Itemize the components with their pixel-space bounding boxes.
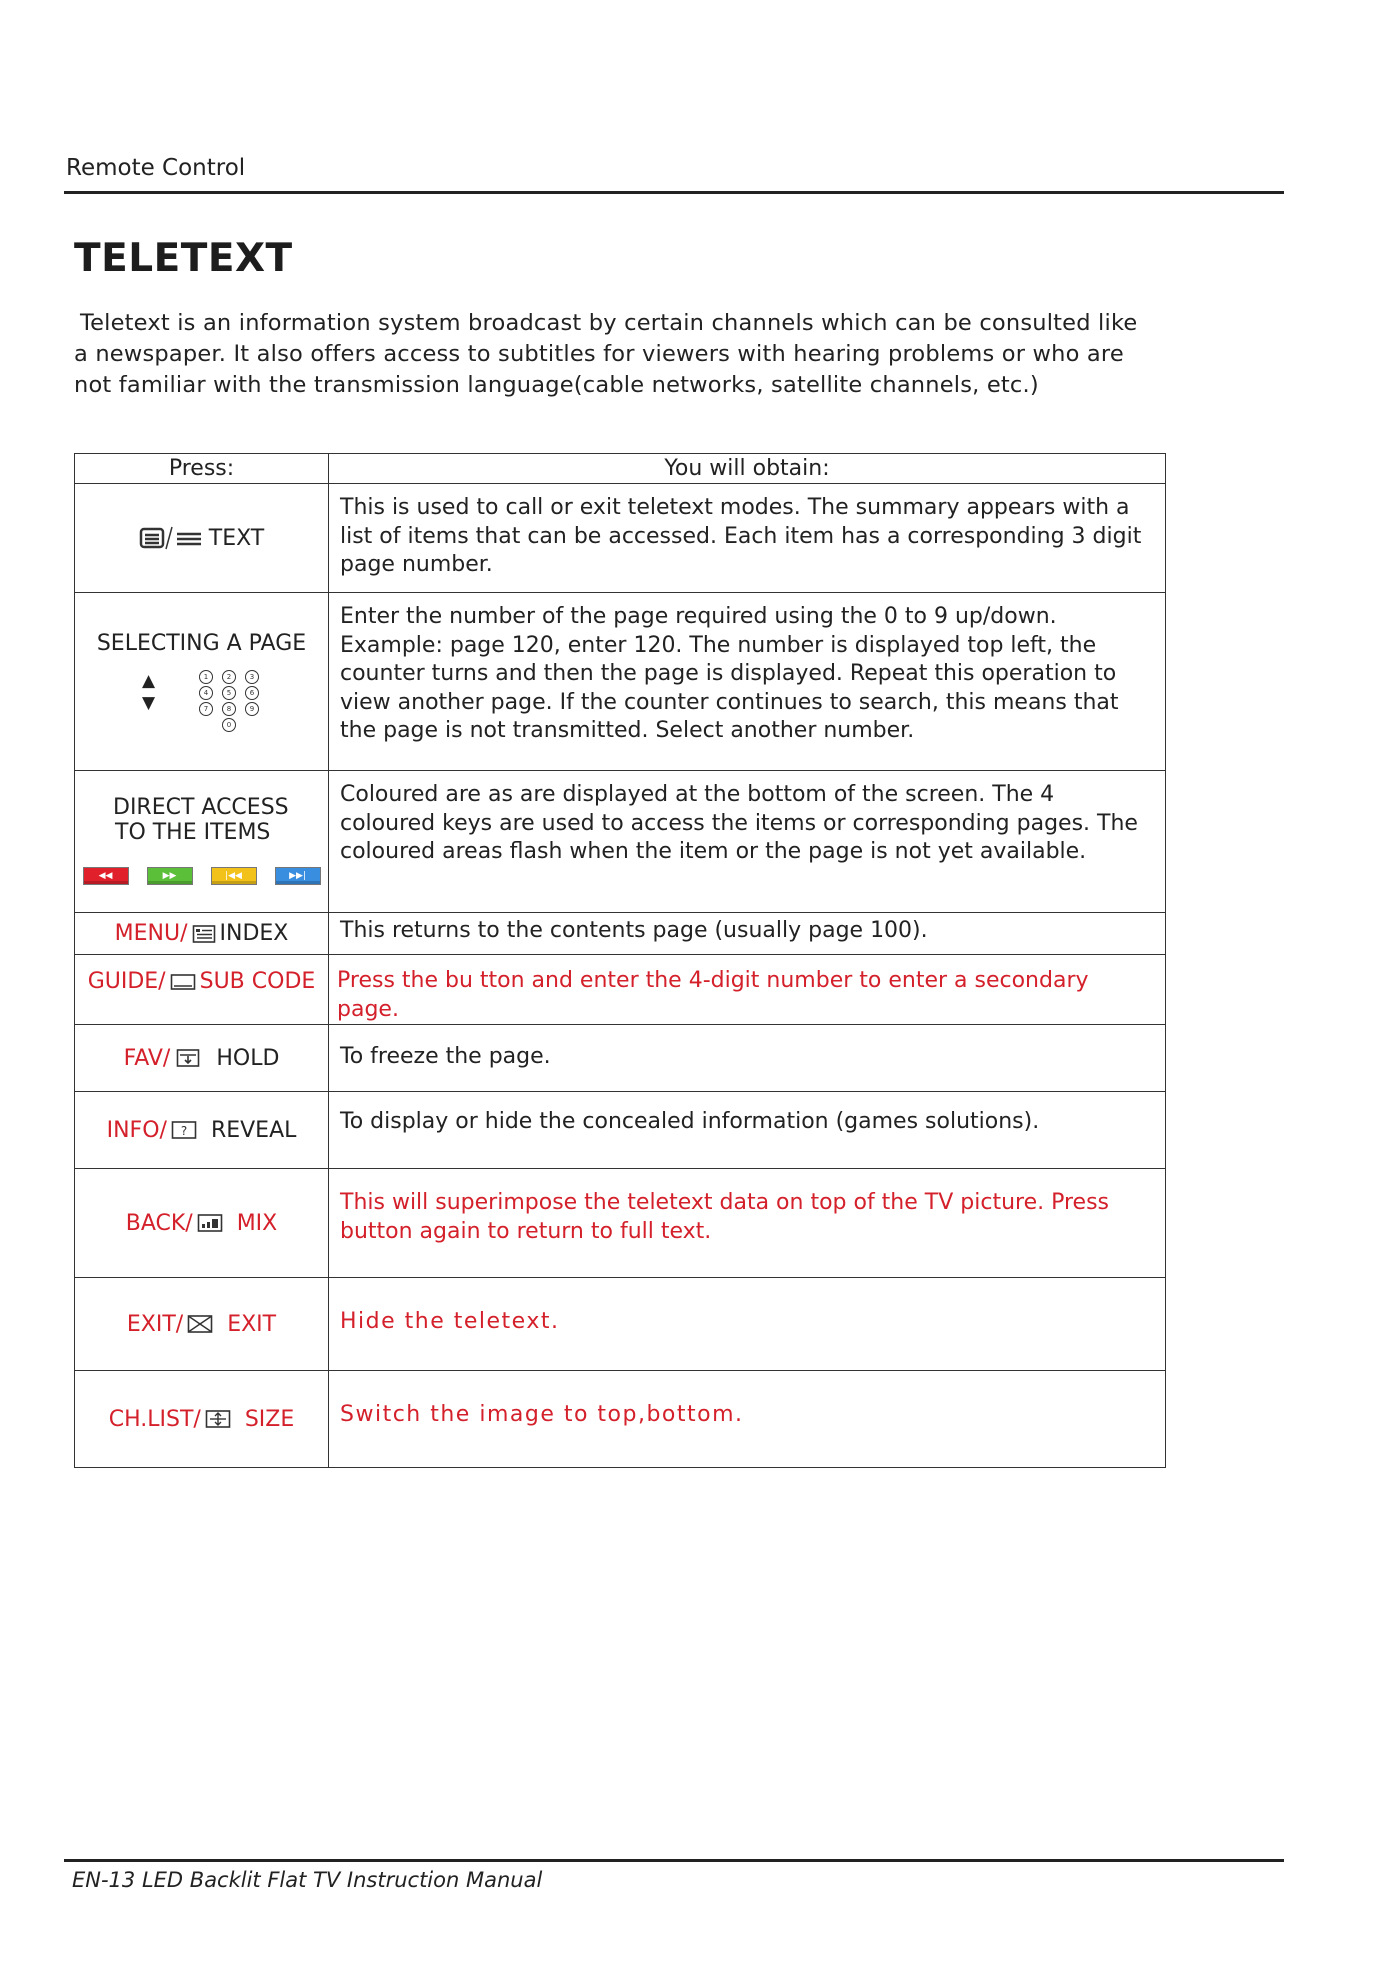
desc-hold: To freeze the page. [329, 1025, 1166, 1092]
arrow-up-icon: ▲ [141, 671, 156, 691]
desc-text: This is used to call or exit teletext modes. The summary appears with a list of items that can be accessed. Each item has a corresponding 3 digit page number. [329, 484, 1166, 593]
number-pad-icon [199, 670, 261, 732]
key-label-text: TEXT [208, 525, 265, 551]
intro-line-1: Teletext is an information system broadcast by certain channels which can be consulted like [80, 310, 1138, 336]
num-key-0: 0 [222, 718, 236, 732]
footer-divider [64, 1859, 1284, 1862]
blue-key-icon: ▶▶| [275, 867, 321, 885]
header-obtain: You will obtain: [329, 454, 1166, 484]
colour-keys [75, 867, 328, 885]
num-key-9: 9 [245, 702, 259, 716]
key-label-guide: GUIDE/ [87, 969, 166, 994]
table-row-size [75, 1371, 1166, 1468]
key-label-index: INDEX [219, 921, 289, 946]
key-label-to-items: TO THE ITEMS [115, 820, 271, 845]
page-number: EN-13 [72, 1868, 136, 1892]
manual-title: LED Backlit Flat TV Instruction Manual [141, 1868, 543, 1892]
table-row-exit [75, 1278, 1166, 1371]
mix-icon [197, 1213, 223, 1233]
reveal-icon [171, 1120, 197, 1140]
key-label-select-page: SELECTING A PAGE [96, 631, 307, 656]
intro-line-3: not familiar with the transmission language(cable networks, satellite channels, etc.) [74, 372, 1039, 398]
key-label-hold: HOLD [216, 1045, 280, 1071]
num-key-7: 7 [199, 702, 213, 716]
num-key-3: 3 [245, 670, 259, 684]
key-label-reveal: REVEAL [210, 1117, 297, 1143]
table-row-reveal [75, 1092, 1166, 1169]
intro-line-2: a newspaper. It also offers access to subtitles for viewers with hearing problems or who are [74, 341, 1124, 367]
key-label-fav: FAV/ [123, 1045, 171, 1071]
table-row-hold [75, 1025, 1166, 1092]
yellow-key-icon: |◀◀ [211, 867, 257, 885]
arrow-down-icon: ▼ [141, 693, 156, 713]
teletext-table [74, 453, 1166, 1468]
teletext-icon [139, 525, 203, 551]
key-label-exit-prefix: EXIT/ [126, 1311, 184, 1337]
desc-size: Switch the image to top,bottom. [329, 1371, 1166, 1468]
green-key-icon: ▶▶ [147, 867, 193, 885]
page-title: TELETEXT [74, 236, 293, 281]
intro-paragraph [74, 308, 1164, 401]
num-key-4: 4 [199, 686, 213, 700]
header-divider [64, 191, 1284, 194]
table-row-direct-access [75, 771, 1166, 913]
num-key-2: 2 [222, 670, 236, 684]
exit-icon [187, 1314, 213, 1334]
key-label-mix: MIX [236, 1210, 278, 1236]
subcode-icon [170, 972, 196, 992]
table-row-index [75, 913, 1166, 955]
table-row-select-page [75, 593, 1166, 771]
section-header: Remote Control [66, 155, 246, 181]
hold-icon [176, 1048, 200, 1068]
key-label-subcode: SUB CODE [199, 969, 316, 994]
desc-subcode: Press the bu tton and enter the 4-digit number to enter a secondary page. [329, 955, 1166, 1025]
desc-direct-access: Coloured are as are displayed at the bottom of the screen. The 4 coloured keys are used to access the items or corresponding pages. The coloured areas flash when the item or the page is not yet available. [329, 771, 1166, 913]
table-row-mix [75, 1169, 1166, 1278]
key-label-exit: EXIT [227, 1311, 277, 1337]
desc-index: This returns to the contents page (usually page 100). [329, 913, 1166, 955]
num-key-5: 5 [222, 686, 236, 700]
red-key-icon: ◀◀ [83, 867, 129, 885]
num-key-8: 8 [222, 702, 236, 716]
key-label-direct-access: DIRECT ACCESS [113, 795, 289, 820]
num-key-1: 1 [199, 670, 213, 684]
desc-select-page: Enter the number of the page required using the 0 to 9 up/down. Example: page 120, enter 120. The number is displayed top left, the counter turns and then the page is displayed. Repeat this operation to view another page. If the counter continues to search, this means that the page is not transmitted. Select another number. [329, 593, 1166, 771]
num-key-6: 6 [245, 686, 259, 700]
index-icon [192, 924, 216, 944]
desc-reveal: To display or hide the concealed information (games solutions). [329, 1092, 1166, 1169]
key-label-chlist: CH.LIST/ [108, 1406, 201, 1432]
key-label-back: BACK/ [125, 1210, 193, 1236]
header-press: Press: [75, 454, 329, 484]
key-label-menu: MENU/ [114, 921, 188, 946]
table-row-subcode [75, 955, 1166, 1025]
key-label-info: INFO/ [106, 1117, 167, 1143]
desc-mix: This will superimpose the teletext data on top of the TV picture. Press button again to return to full text. [329, 1169, 1166, 1278]
footer [72, 1868, 542, 1892]
table-header-row [75, 454, 1166, 484]
key-label-size: SIZE [244, 1406, 295, 1432]
table-row-text [75, 484, 1166, 593]
size-icon [205, 1409, 231, 1429]
desc-exit: Hide the teletext. [329, 1278, 1166, 1371]
svg-text:?: ? [180, 1124, 188, 1138]
